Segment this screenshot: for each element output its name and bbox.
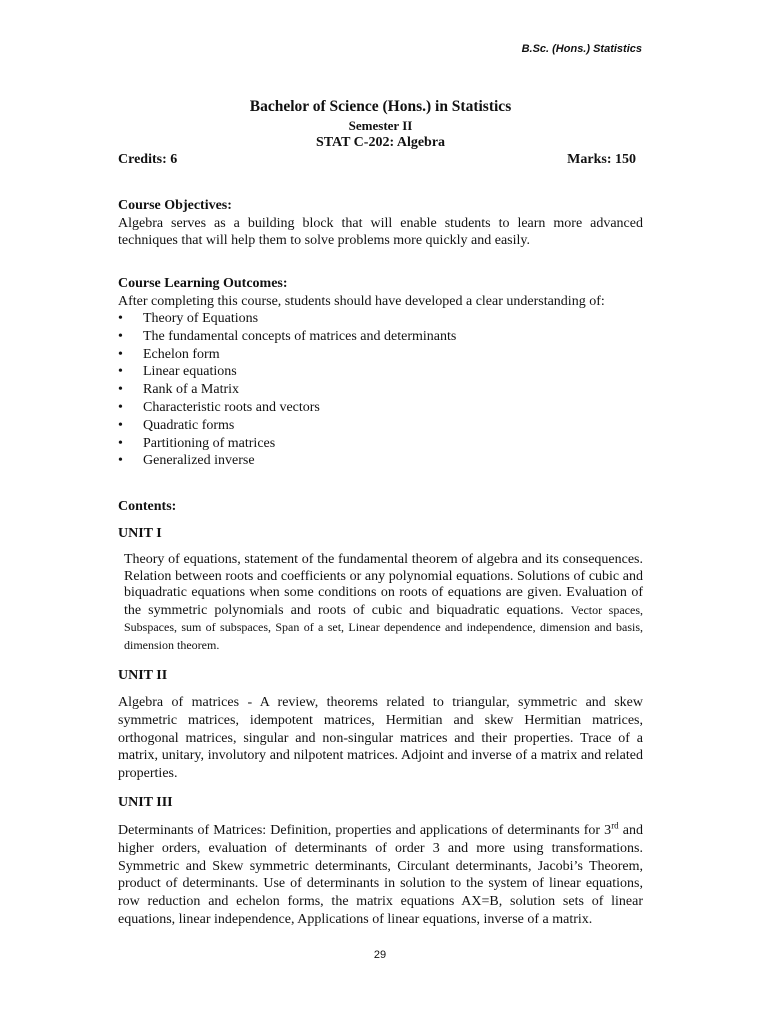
- unit-3-text-b: and higher orders, evaluation of determinants of order 3 and more using transformations. Symmetric and Skew symmetric determinants, Circulant determinants, Jacobi’s Theorem, product of determinants. Use of determinants in solution to the system of linear equations, row reduction and echelon forms, the matrix equations AX=B, solution sets of linear equations, linear independence, Applications of linear equations, inverse of a matrix.: [118, 823, 644, 927]
- running-header: B.Sc. (Hons.) Statistics: [521, 43, 642, 55]
- objectives-heading: Course Objectives:: [118, 198, 232, 213]
- unit-3-heading: UNIT III: [118, 795, 173, 810]
- unit-1-main-text: Theory of equations, statement of the fundamental theorem of algebra and its consequences. Relation between roots and coefficients or any polynomial equations. Solutions of cubic and biquadratic equations when some conditions on roots of equations are given. Evaluation of the symmetric polynomials and roots of cubic and biquadratic equations.: [124, 552, 643, 618]
- unit-3-text: [118, 822, 643, 929]
- course-code-title: STAT C-202: Algebra: [315, 135, 446, 150]
- list-item: • Theory of Equations: [118, 310, 643, 328]
- outcomes-intro: After completing this course, students should have developed a clear understanding of:: [118, 293, 605, 309]
- contents-heading: Contents:: [118, 499, 177, 514]
- outcomes-heading: Course Learning Outcomes:: [118, 276, 288, 291]
- list-item: • Rank of a Matrix: [118, 381, 643, 399]
- outcomes-list: [118, 310, 643, 470]
- marks-label: Marks: 150: [567, 152, 636, 167]
- credits-marks-row: [118, 152, 636, 168]
- ordinal-suffix: rd: [611, 820, 619, 831]
- list-item: • Echelon form: [118, 346, 643, 364]
- list-item: • Linear equations: [118, 363, 643, 381]
- unit-1-text: [124, 552, 643, 654]
- page-number: 29: [373, 949, 387, 961]
- unit-3-text-a: Determinants of Matrices: Definition, properties and applications of determinants for 3: [118, 823, 612, 838]
- list-item: • Generalized inverse: [118, 452, 643, 470]
- unit-2-heading: UNIT II: [118, 668, 168, 683]
- list-item: • Characteristic roots and vectors: [118, 399, 643, 417]
- unit-1-small-text: Vector spaces, Subspaces, sum of subspaces, Span of a set, Linear dependence and independence, dimension and basis, dimension theorem.: [124, 602, 643, 652]
- outcomes-section: [118, 275, 643, 470]
- list-item: • Partitioning of matrices: [118, 435, 643, 453]
- programme-title: Bachelor of Science (Hons.) in Statistics: [249, 98, 512, 115]
- credits-label: Credits: 6: [118, 152, 178, 167]
- list-item: • Quadratic forms: [118, 417, 643, 435]
- unit-1-heading: UNIT I: [118, 526, 162, 541]
- objectives-text: Algebra serves as a building block that will enable students to learn more advanced techniques that will help them to solve problems more quickly and easily.: [118, 215, 643, 248]
- unit-2-text: Algebra of matrices - A review, theorems related to triangular, symmetric and skew symmetric matrices, idempotent matrices, Hermitian and skew Hermitian matrices, orthogonal matrices, singular and non-singular matrices and their properties. Trace of a matrix, unitary, involutory and nilpotent matrices. Adjoint and inverse of a matrix and related properties.: [118, 695, 643, 782]
- list-item: • The fundamental concepts of matrices and determinants: [118, 328, 643, 346]
- semester-label: Semester II: [348, 118, 413, 133]
- objectives-section: [118, 197, 643, 250]
